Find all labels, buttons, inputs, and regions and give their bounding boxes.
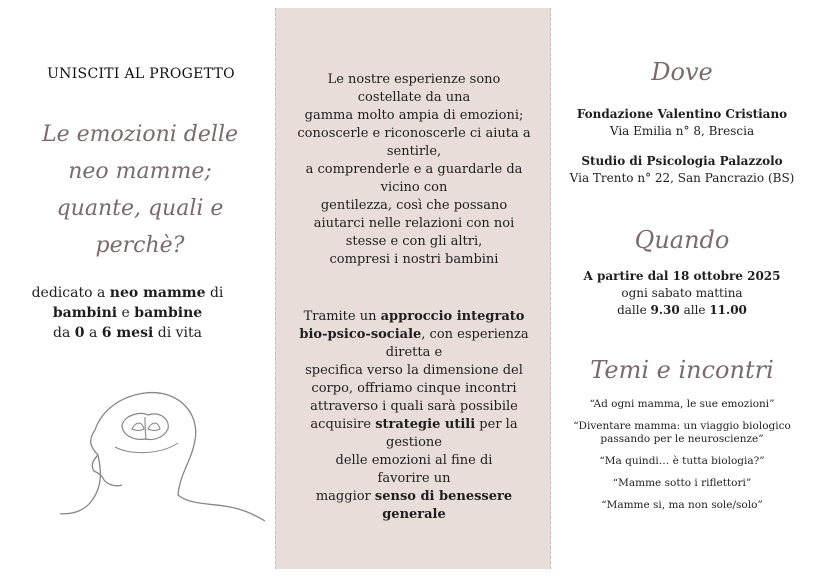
location-name: Fondazione Valentino Cristiano — [576, 107, 788, 121]
bold-text: bambine — [134, 305, 203, 321]
headline — [20, 116, 260, 264]
paragraph-line: favorire un — [377, 471, 451, 486]
bold-text: neo mamme — [109, 285, 206, 301]
topic-item: “Diventare mamma: un viaggio biologico — [573, 420, 791, 432]
target-audience — [0, 283, 255, 343]
location-name: Studio di Psicologia Palazzolo — [581, 154, 783, 168]
join-title: UNISCITI AL PROGETTO — [47, 66, 235, 82]
topic-item: passando per le neuroscienze” — [600, 433, 764, 445]
paragraph-line: diretta e — [385, 345, 443, 360]
head-line-art-icon — [60, 385, 265, 535]
text: acquisire — [310, 417, 376, 432]
text: dedicato a — [31, 285, 110, 301]
bold-text: approccio integrato — [380, 309, 525, 324]
text: alle — [679, 303, 710, 317]
text: dalle — [617, 303, 651, 317]
headline-line: quante, quali e — [56, 196, 224, 221]
start-time: 9.30 — [650, 303, 680, 317]
bold-text: 6 mesi — [101, 325, 154, 341]
topic-item: “Ad ogni mamma, le sue emozioni” — [589, 398, 775, 410]
middle-panel — [275, 8, 551, 569]
location-1 — [551, 106, 813, 140]
bold-text: strategie utili — [375, 417, 476, 432]
bold-text: generale — [382, 507, 446, 522]
text: maggior — [315, 489, 375, 504]
paragraph-line: compresi i nostri bambini — [329, 252, 499, 267]
text: e — [117, 305, 135, 321]
paragraph-line: vicino con — [380, 180, 448, 195]
topic-item: “Mamme sotto i riflettori” — [612, 477, 752, 489]
bold-text: bio-psico-sociale — [299, 327, 422, 342]
schedule — [551, 268, 813, 319]
paragraph-line: attraverso i quali sarà possibile — [310, 399, 518, 414]
right-panel — [551, 0, 813, 577]
intro-paragraph — [276, 71, 552, 269]
location-address: Via Trento n° 22, San Pancrazio (BS) — [569, 171, 795, 185]
schedule-day: ogni sabato mattina — [621, 286, 743, 300]
topics-list — [551, 398, 813, 521]
text: di — [205, 285, 224, 301]
paragraph-line: aiutarci nelle relazioni con noi — [313, 216, 515, 231]
headline-line: Le emozioni delle — [41, 122, 238, 147]
paragraph-line: delle emozioni al fine di — [335, 453, 493, 468]
topic-item: “Ma quindi… è tutta biologia?” — [599, 455, 765, 467]
bold-text: senso di benessere — [374, 489, 513, 504]
when-heading: Quando — [634, 226, 730, 254]
headline-line: perchè? — [95, 233, 185, 258]
start-date: A partire dal 18 ottobre 2025 — [583, 269, 781, 283]
text: , con esperienza — [421, 327, 529, 342]
bold-text: 0 — [74, 325, 85, 341]
text: di vita — [153, 325, 202, 341]
text: da — [52, 325, 75, 341]
location-address: Via Emilia n° 8, Brescia — [609, 124, 755, 138]
topic-item: “Mamme si, ma non sole/solo” — [601, 499, 763, 511]
text: a — [84, 325, 102, 341]
paragraph-line: gamma molto ampia di emozioni; — [304, 108, 524, 123]
text: Tramite un — [303, 309, 381, 324]
paragraph-line: specifica verso la dimensione del — [305, 363, 523, 378]
paragraph-line: corpo, offriamo cinque incontri — [311, 381, 517, 396]
location-2 — [551, 153, 813, 187]
bold-text: bambini — [52, 305, 118, 321]
paragraph-line: stesse e con gli altri, — [345, 234, 483, 249]
text: per la — [475, 417, 518, 432]
paragraph-line: conoscerle e riconoscerle ci aiuta a — [297, 126, 531, 141]
paragraph-line: gentilezza, così che possano — [320, 198, 508, 213]
topics-heading: Temi e incontri — [590, 356, 774, 384]
end-time: 11.00 — [709, 303, 747, 317]
headline-line: neo mamme; — [68, 159, 212, 184]
paragraph-line: sentirle, — [386, 144, 442, 159]
paragraph-line: costellate da una — [357, 90, 471, 105]
paragraph-line: Le nostre esperienze sono — [327, 72, 501, 87]
where-heading: Dove — [651, 58, 713, 86]
approach-paragraph — [276, 308, 552, 524]
left-panel — [0, 0, 275, 577]
paragraph-line: gestione — [386, 435, 442, 450]
paragraph-line: a comprenderle e a guardarle da — [305, 162, 523, 177]
